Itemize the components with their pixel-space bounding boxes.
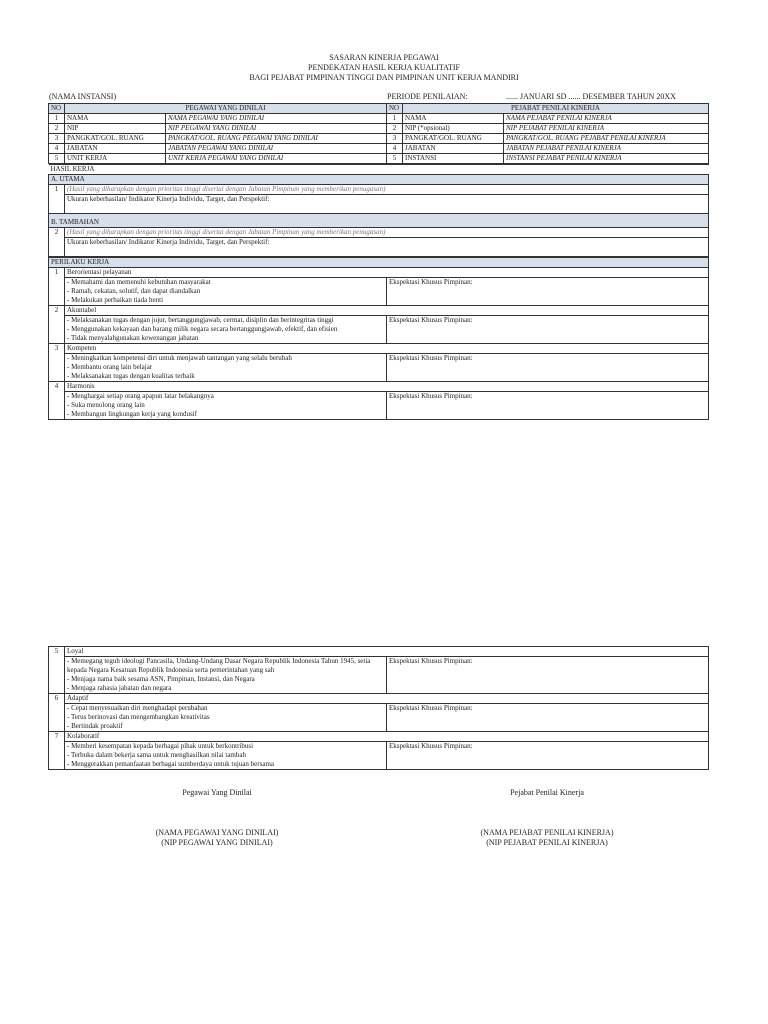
perilaku-items	[65, 657, 387, 694]
row-no: 2	[49, 228, 65, 257]
col-no: NO	[387, 104, 403, 114]
row-no: 5	[387, 154, 403, 164]
tambahan-hint-row	[49, 228, 709, 238]
perilaku-detail-row	[49, 392, 709, 420]
periode-label: PERIODE PENILAIAN:	[387, 92, 468, 101]
perilaku-name: Harmonis	[65, 382, 709, 392]
perilaku-items	[65, 278, 387, 306]
signature-right-block	[422, 828, 672, 848]
row-label: NIP (*opsional)	[403, 124, 504, 134]
hasil-kerja-heading-row	[49, 165, 709, 175]
row-no: 5	[49, 647, 65, 694]
hasil-kerja-table	[48, 164, 709, 257]
perilaku-item: - Menjaga nama baik sesama ASN, Pimpinan, Instansi, dan Negara	[67, 675, 255, 683]
perilaku-table-1	[48, 257, 709, 420]
tambahan-heading-row	[49, 214, 709, 228]
perilaku-detail-row	[49, 316, 709, 344]
identity-row	[49, 114, 709, 124]
perilaku-item: - Tidak menyalahgunakan kewenangan jabatan	[67, 334, 199, 342]
document-subtitle-2: BAGI PEJABAT PIMPINAN TINGGI DAN PIMPINAN UNIT KERJA MANDIRI	[249, 73, 519, 82]
perilaku-item: - Bertindak proaktif	[67, 722, 123, 730]
utama-heading-row	[49, 175, 709, 185]
perilaku-table-2	[48, 646, 709, 770]
perilaku-items	[65, 354, 387, 382]
row-no: 7	[49, 732, 65, 770]
perilaku-items	[65, 316, 387, 344]
perilaku-detail-row	[49, 742, 709, 770]
identity-row	[49, 124, 709, 134]
utama-hint-row	[49, 185, 709, 195]
perilaku-item: - Ramah, cekatan, solutif, dan dapat diandalkan	[67, 287, 201, 295]
instansi-label: (NAMA INSTANSI)	[49, 92, 117, 101]
utama-ukuran-row	[49, 195, 709, 214]
perilaku-item: - Terus berinovasi dan mengembangkan kreativitas	[67, 713, 210, 721]
perilaku-item: - Melaksanakan tugas dengan jujur, bertanggungjawab, cermat, disiplin dan berintegritas tinggi	[67, 316, 334, 324]
row-label: NAMA	[65, 114, 166, 124]
row-value: NAMA PEGAWAI YANG DINILAI	[166, 114, 387, 124]
perilaku-detail-row	[49, 657, 709, 694]
perilaku-name: Berorientasi pelayanan	[65, 268, 709, 278]
perilaku-row	[49, 694, 709, 704]
signature-left-name: (NAMA PEGAWAI YANG DINILAI)	[155, 828, 279, 837]
row-no: 3	[49, 344, 65, 382]
identity-row	[49, 144, 709, 154]
row-no: 3	[49, 134, 65, 144]
perilaku-name: Kompeten	[65, 344, 709, 354]
perilaku-item: - Memberi kesempatan kepada berbagai pihak untuk berkontribusi	[67, 742, 254, 750]
row-no: 2	[387, 124, 403, 134]
perilaku-items	[65, 742, 387, 770]
perilaku-items	[65, 704, 387, 732]
row-label: JABATAN	[403, 144, 504, 154]
perilaku-name: Kolaboratif	[65, 732, 709, 742]
perilaku-items	[65, 392, 387, 420]
row-label: JABATAN	[65, 144, 166, 154]
row-no: 4	[49, 144, 65, 154]
row-value: JABATAN PEGAWAI YANG DINILAI	[166, 144, 387, 154]
perilaku-name: Akuntabel	[65, 306, 709, 316]
perilaku-row	[49, 306, 709, 316]
periode-value: ...... JANUARI SD ...... DESEMBER TAHUN 20XX	[506, 92, 676, 101]
row-label: PANGKAT/GOL. RUANG	[65, 134, 166, 144]
pegawai-header: PEGAWAI YANG DINILAI	[65, 104, 387, 114]
ekspektasi-field[interactable]: Ekspektasi Khusus Pimpinan:	[387, 704, 709, 732]
row-no: 4	[387, 144, 403, 154]
ekspektasi-field[interactable]: Ekspektasi Khusus Pimpinan:	[387, 657, 709, 694]
tambahan-heading: B. TAMBAHAN	[49, 214, 709, 228]
ekspektasi-field[interactable]: Ekspektasi Khusus Pimpinan:	[387, 392, 709, 420]
tambahan-ukuran-row	[49, 238, 709, 257]
row-value: PANGKAT/GOL. RUANG PEGAWAI YANG DINILAI	[166, 134, 387, 144]
perilaku-item: - Cepat menyesuaikan diri menghadapi perubahan	[67, 704, 208, 712]
row-label: PANGKAT/GOL. RUANG	[403, 134, 504, 144]
utama-ukuran: Ukuran keberhasilan/ Indikator Kinerja Individu, Target, dan Perspektif:	[65, 195, 709, 214]
document-subtitle: PENDEKATAN HASIL KERJA KUALITATIF	[308, 63, 460, 72]
signature-right-role: Pejabat Penilai Kinerja	[510, 788, 584, 797]
perilaku-item: - Melaksanakan tugas dengan kualitas terbaik	[67, 372, 195, 380]
row-value: UNIT KERJA PEGAWAI YANG DINILAI	[166, 154, 387, 164]
row-value: NAMA PEJABAT PENILAI KINERJA	[504, 114, 709, 124]
signature-right-nip: (NIP PEJABAT PENILAI KINERJA)	[486, 838, 608, 847]
perilaku-item: - Membantu orang lain belajar	[67, 363, 153, 371]
signature-left-role: Pegawai Yang Dinilai	[182, 788, 252, 797]
perilaku-detail-row	[49, 704, 709, 732]
ekspektasi-field[interactable]: Ekspektasi Khusus Pimpinan:	[387, 354, 709, 382]
perilaku-row	[49, 344, 709, 354]
identity-row	[49, 134, 709, 144]
perilaku-item: - Menghargai setiap orang apapun latar belakangnya	[67, 392, 214, 400]
perilaku-item: - Memahami dan memenuhi kebutuhan masyarakat	[67, 278, 211, 286]
perilaku-item: - Suka menolong orang lain	[67, 401, 145, 409]
document-title: SASARAN KINERJA PEGAWAI	[329, 53, 439, 62]
row-no: 1	[49, 268, 65, 306]
perilaku-row	[49, 382, 709, 392]
perilaku-heading-row	[49, 258, 709, 268]
signature-left-block	[92, 828, 342, 848]
row-no: 1	[49, 185, 65, 214]
row-value: NIP PEJABAT PENILAI KINERJA	[504, 124, 709, 134]
ekspektasi-field[interactable]: Ekspektasi Khusus Pimpinan:	[387, 742, 709, 770]
signature-right-name: (NAMA PEJABAT PENILAI KINERJA)	[480, 828, 614, 837]
row-no: 1	[49, 114, 65, 124]
row-no: 2	[49, 306, 65, 344]
row-no: 6	[49, 694, 65, 732]
row-label: NAMA	[403, 114, 504, 124]
perilaku-heading: PERILAKU KERJA	[49, 258, 709, 268]
row-label: UNIT KERJA	[65, 154, 166, 164]
perilaku-item: - Meningkatkan kompetensi diri untuk menjawab tantangan yang selalu berubah	[67, 354, 292, 362]
hasil-kerja-heading: HASIL KERJA	[49, 165, 709, 175]
signature-left-nip: (NIP PEGAWAI YANG DINILAI)	[161, 838, 273, 847]
row-no: 1	[387, 114, 403, 124]
row-value: NIP PEGAWAI YANG DINILAI	[166, 124, 387, 134]
perilaku-detail-row	[49, 354, 709, 382]
ekspektasi-field[interactable]: Ekspektasi Khusus Pimpinan:	[387, 316, 709, 344]
col-no: NO	[49, 104, 65, 114]
identity-row	[49, 154, 709, 164]
perilaku-item: - Membangun lingkungan kerja yang kondusif	[67, 410, 198, 418]
perilaku-item: - Terbuka dalam bekerja sama untuk menghasilkan nilai tambah	[67, 751, 246, 759]
row-no: 4	[49, 382, 65, 420]
ekspektasi-field[interactable]: Ekspektasi Khusus Pimpinan:	[387, 278, 709, 306]
row-value: JABATAN PEJABAT PENILAI KINERJA	[504, 144, 709, 154]
identity-header-row	[49, 104, 709, 114]
perilaku-row	[49, 647, 709, 657]
row-no: 2	[49, 124, 65, 134]
row-no: 3	[387, 134, 403, 144]
utama-hint: (Hasil yang diharapkan dengan prioritas tinggi disertai dengan Jabatan Pimpinan yang memberikan penugasan)	[65, 185, 709, 195]
row-label: NIP	[65, 124, 166, 134]
perilaku-row	[49, 268, 709, 278]
row-value: INSTANSI PEJABAT PENILAI KINERJA	[504, 154, 709, 164]
perilaku-name: Loyal	[65, 647, 709, 657]
perilaku-item: - Menggerakkan pemanfaatan berbagai sumberdaya untuk tujuan bersama	[67, 760, 274, 768]
perilaku-item: - Melakukan perbaikan tiada henti	[67, 296, 164, 304]
row-label: INSTANSI	[403, 154, 504, 164]
perilaku-row	[49, 732, 709, 742]
perilaku-item: - Memegang teguh ideologi Pancasila, Undang-Undang Dasar Negara Republik Indonesia Tahun 1945, setia kepada Negara Kesatuan Republik Indonesia serta pemerintahan yang sah	[67, 657, 371, 674]
perilaku-item: - Menggunakan kekayaan dan barang milik negara secara bertanggungjawab, efektif, dan efisien	[67, 325, 338, 333]
row-no: 5	[49, 154, 65, 164]
tambahan-hint: (Hasil yang diharapkan dengan prioritas tinggi disertai dengan Jabatan Pimpinan yang memberikan penugasan)	[65, 228, 709, 238]
row-value: PANGKAT/GOL. RUANG PEJABAT PENILAI KINERJA	[504, 134, 709, 144]
tambahan-ukuran: Ukuran keberhasilan/ Indikator Kinerja Individu, Target, dan Perspektif:	[65, 238, 709, 257]
utama-heading: A. UTAMA	[49, 175, 709, 185]
pejabat-header: PEJABAT PENILAI KINERJA	[403, 104, 709, 114]
perilaku-name: Adaptif	[65, 694, 709, 704]
identity-table	[48, 103, 709, 164]
perilaku-item: - Menjaga rahasia jabatan dan negara	[67, 684, 172, 692]
document-title-block	[0, 53, 768, 83]
perilaku-detail-row	[49, 278, 709, 306]
